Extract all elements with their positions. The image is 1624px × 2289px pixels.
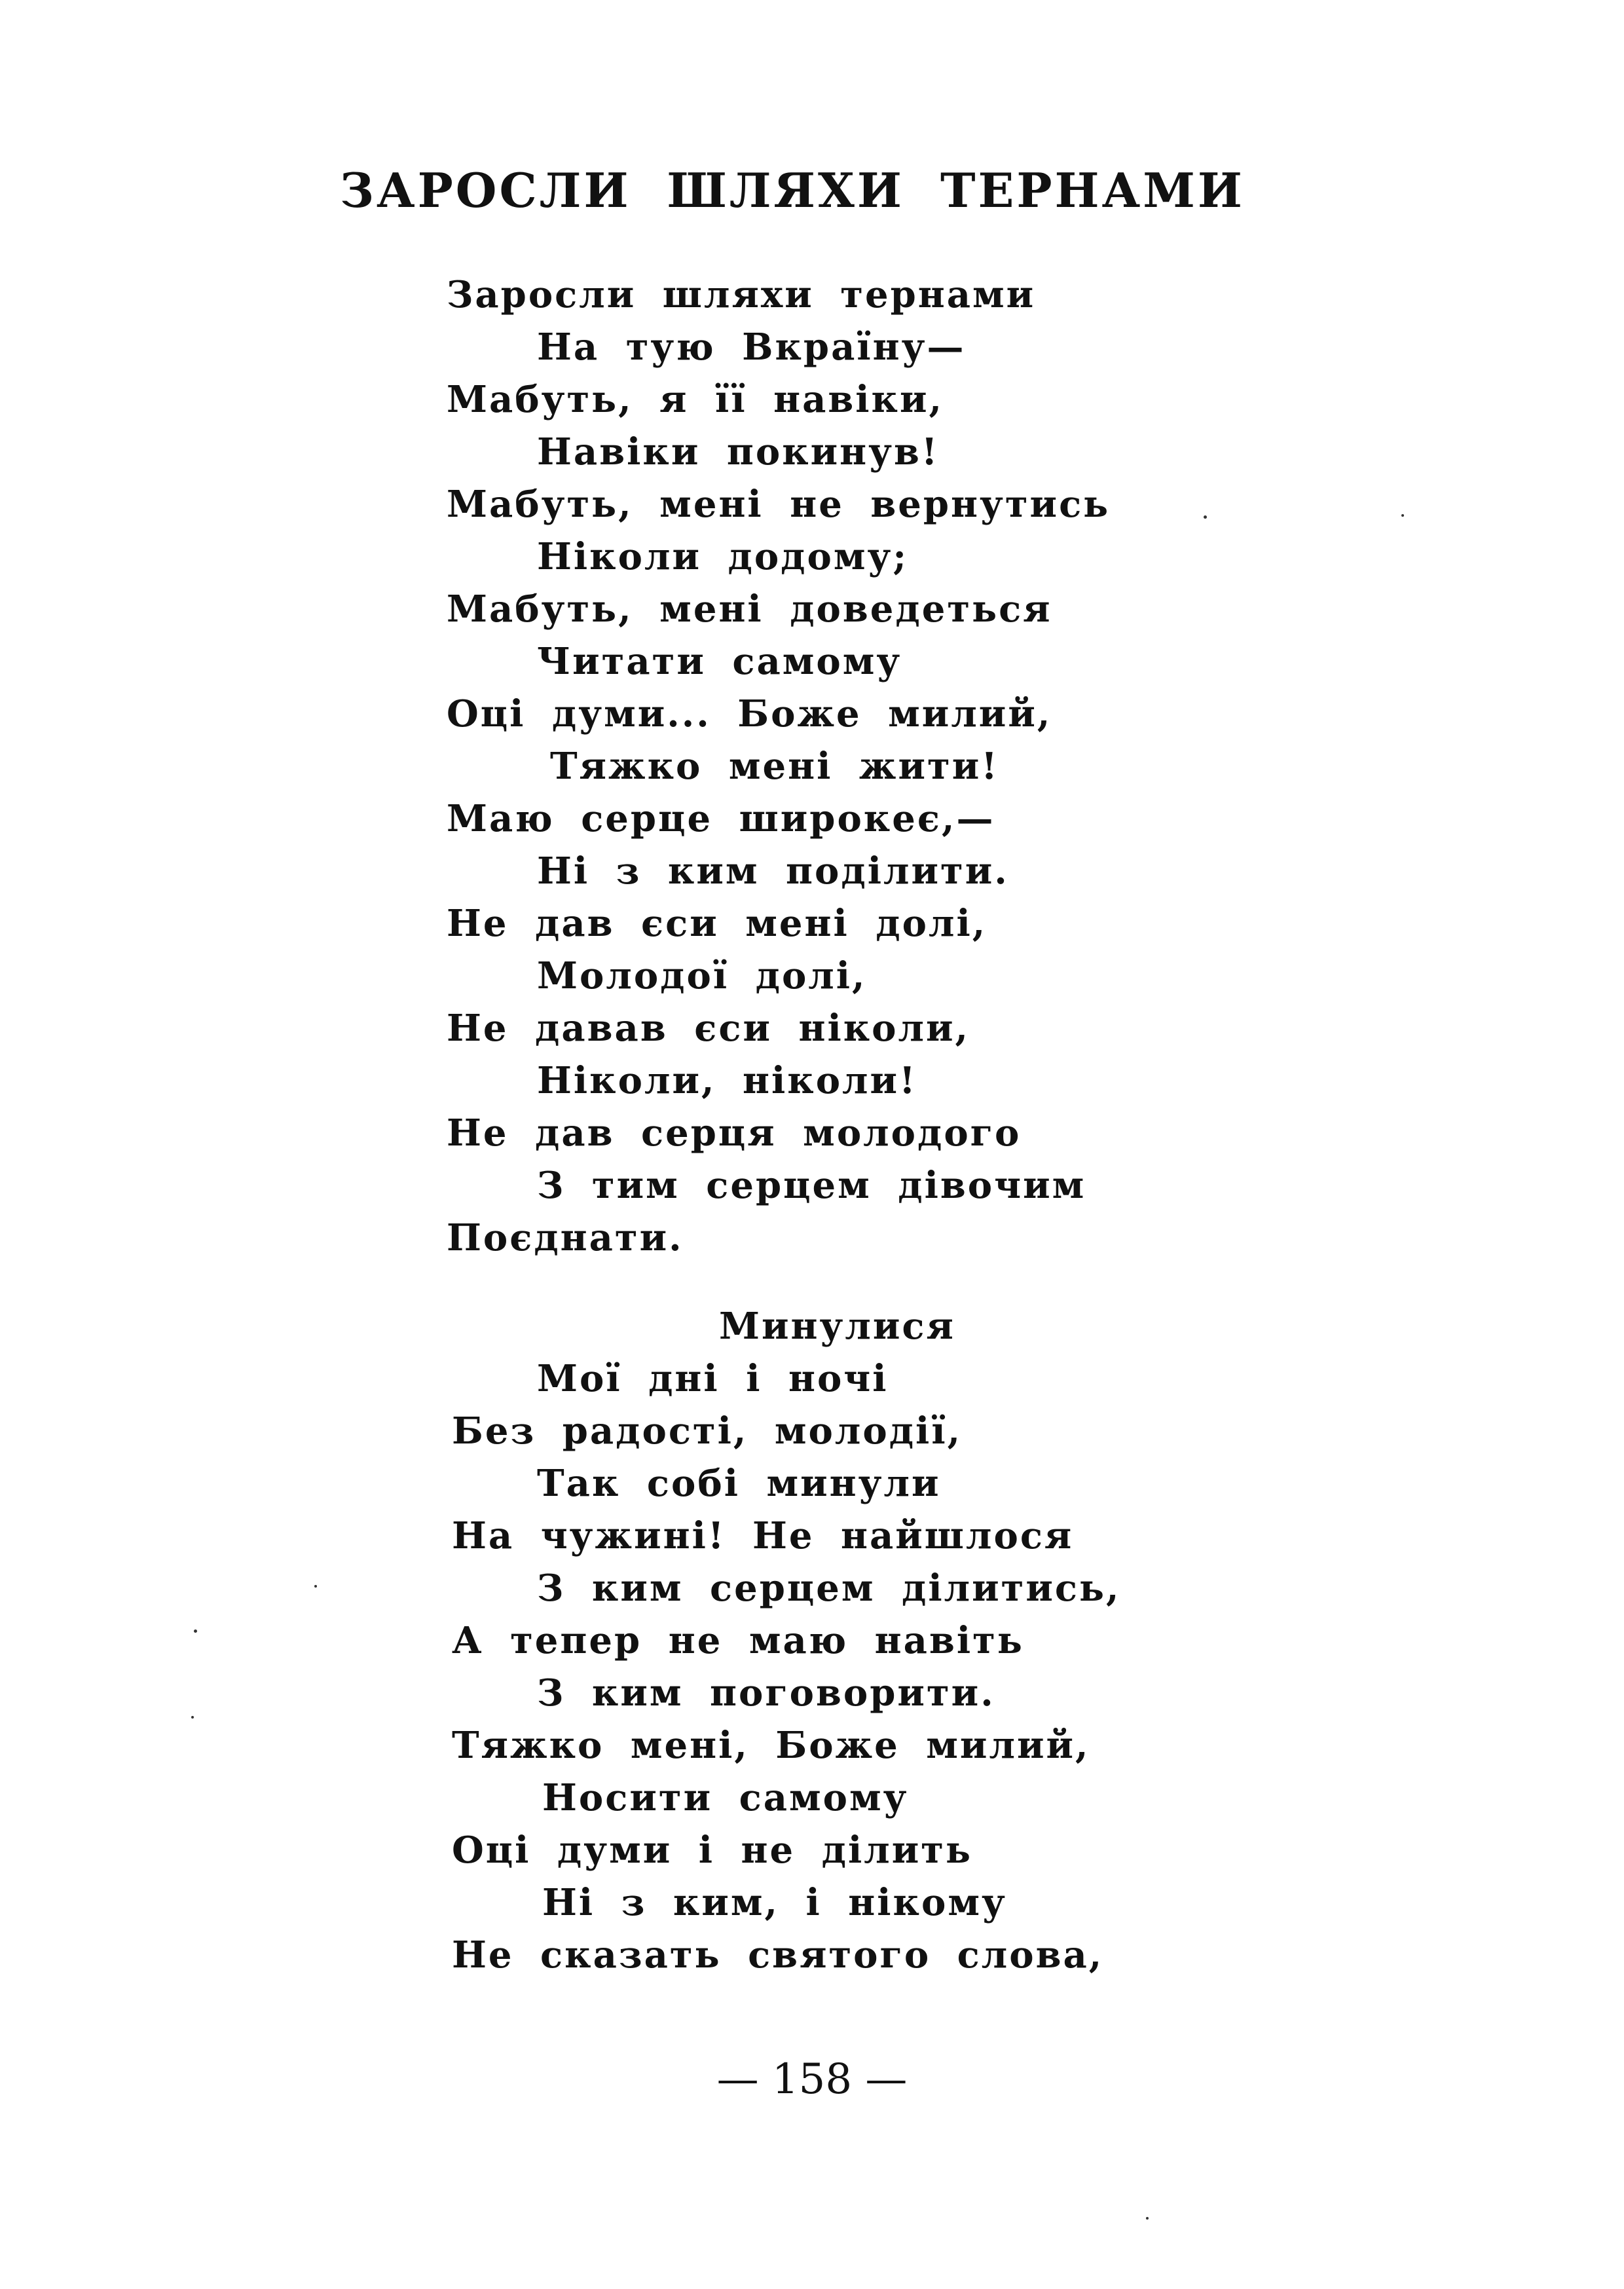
poem-line: Ніколи додому; bbox=[537, 535, 909, 578]
poem-line: Ні з ким поділити. bbox=[537, 849, 1009, 893]
poem-title: ЗАРОСЛИ ШЛЯХИ ТЕРНАМИ bbox=[340, 162, 1245, 218]
poem-line: Тяжко мені жити! bbox=[550, 745, 999, 788]
page-number: — 158 — bbox=[716, 2055, 908, 2104]
poem-line: На тую Вкраїну— bbox=[537, 326, 966, 369]
poem-line: Ніколи, ніколи! bbox=[537, 1059, 917, 1102]
scan-speck bbox=[1146, 2217, 1149, 2220]
poem-line: Не сказать святого слова, bbox=[452, 1933, 1104, 1977]
poem-line: З ким серцем ділитись, bbox=[537, 1567, 1121, 1610]
poem-line: Мої дні і ночі bbox=[537, 1357, 889, 1400]
poem-line: Читати самому bbox=[537, 640, 902, 683]
poem-line: З ким поговорити. bbox=[537, 1671, 995, 1715]
poem-line: Носити самому bbox=[542, 1776, 909, 1819]
poem-line: Оці думи... Боже милий, bbox=[447, 692, 1052, 735]
poem-line: На чужині! Не найшлося bbox=[452, 1514, 1074, 1557]
poem-line: Заросли шляхи тернами bbox=[447, 273, 1036, 316]
poem-line: З тим серцем дівочим bbox=[537, 1164, 1086, 1207]
poem-line: Навіки покинув! bbox=[537, 430, 940, 474]
scan-speck bbox=[1401, 514, 1404, 517]
poem-line: Маю серце широкеє,— bbox=[447, 797, 995, 840]
poem-line: Тяжко мені, Боже милий, bbox=[452, 1724, 1090, 1767]
poem-line: Мабуть, я її навіки, bbox=[447, 378, 944, 421]
poem-line: Не дав серця молодого bbox=[447, 1111, 1022, 1155]
scan-speck bbox=[314, 1585, 317, 1588]
poem-line: Оці думи і не ділить bbox=[452, 1829, 972, 1872]
poem-line: А тепер не маю навіть bbox=[452, 1619, 1024, 1662]
poem-line: Без радості, молодії, bbox=[452, 1409, 963, 1453]
scan-speck bbox=[191, 1716, 194, 1719]
poem-line: Так собі минули bbox=[537, 1462, 941, 1505]
poem-line: Ні з ким, і нікому bbox=[542, 1881, 1007, 1924]
poem-line: Не дав єси мені долі, bbox=[447, 902, 987, 945]
poem-line: Мабуть, мені не вернутись bbox=[447, 483, 1111, 526]
poem-line: Молодої долі, bbox=[537, 954, 867, 997]
poem-line: Минулися bbox=[719, 1305, 955, 1348]
poem-line: Поєднати. bbox=[447, 1216, 684, 1259]
poem-line: Не давав єси ніколи, bbox=[447, 1007, 970, 1050]
scan-speck bbox=[1204, 515, 1207, 519]
scan-speck bbox=[194, 1629, 197, 1633]
poem-line: Мабуть, мені доведеться bbox=[447, 587, 1052, 631]
